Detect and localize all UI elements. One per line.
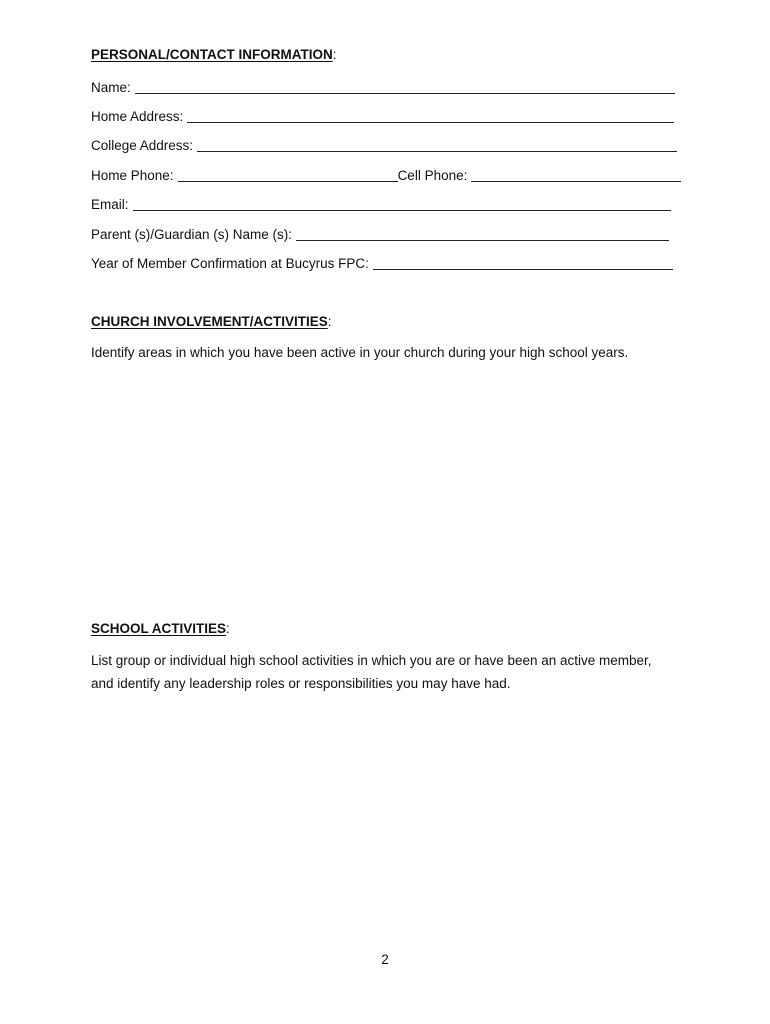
school-activities-heading (91, 621, 230, 636)
heading-colon: : (332, 47, 337, 62)
home-address-label: Home Address: (91, 109, 184, 124)
home-address-field[interactable] (187, 122, 674, 123)
phone-row (91, 166, 681, 184)
church-instructions: Identify areas in which you have been active in your church during your high school years. (91, 345, 629, 360)
home-phone-field[interactable] (178, 181, 398, 182)
personal-contact-heading (91, 47, 337, 62)
confirmation-row (91, 254, 673, 272)
cell-phone-field[interactable] (471, 181, 681, 182)
email-field[interactable] (133, 210, 671, 211)
name-label: Name: (91, 80, 131, 95)
email-row (91, 195, 671, 213)
school-instructions (91, 649, 691, 695)
confirmation-year-label: Year of Member Confirmation at Bucyrus FPC: (91, 256, 369, 271)
email-label: Email: (91, 197, 129, 212)
college-address-field[interactable] (197, 151, 677, 152)
college-address-label: College Address: (91, 138, 194, 153)
personal-contact-heading-text: PERSONAL/CONTACT INFORMATION (91, 47, 333, 62)
cell-phone-label: Cell Phone: (397, 168, 468, 183)
home-address-row (91, 107, 674, 125)
church-involvement-heading-text: CHURCH INVOLVEMENT/ACTIVITIES (91, 314, 328, 329)
parents-row (91, 225, 669, 243)
parents-field[interactable] (296, 240, 669, 241)
parents-label: Parent (s)/Guardian (s) Name (s): (91, 227, 293, 242)
heading-colon: : (327, 314, 332, 329)
heading-colon: : (226, 621, 230, 636)
name-row (91, 78, 675, 96)
school-instructions-line-2: and identify any leadership roles or responsibilities you may have had. (91, 676, 511, 691)
confirmation-year-field[interactable] (373, 269, 673, 270)
church-involvement-heading (91, 314, 332, 329)
page-number: 2 (381, 952, 389, 967)
name-field[interactable] (135, 93, 675, 94)
school-instructions-line-1: List group or individual high school activities in which you are or have been an active member, (91, 653, 652, 668)
college-address-row (91, 136, 677, 154)
home-phone-label: Home Phone: (91, 168, 174, 183)
school-activities-heading-text: SCHOOL ACTIVITIES (91, 621, 227, 636)
